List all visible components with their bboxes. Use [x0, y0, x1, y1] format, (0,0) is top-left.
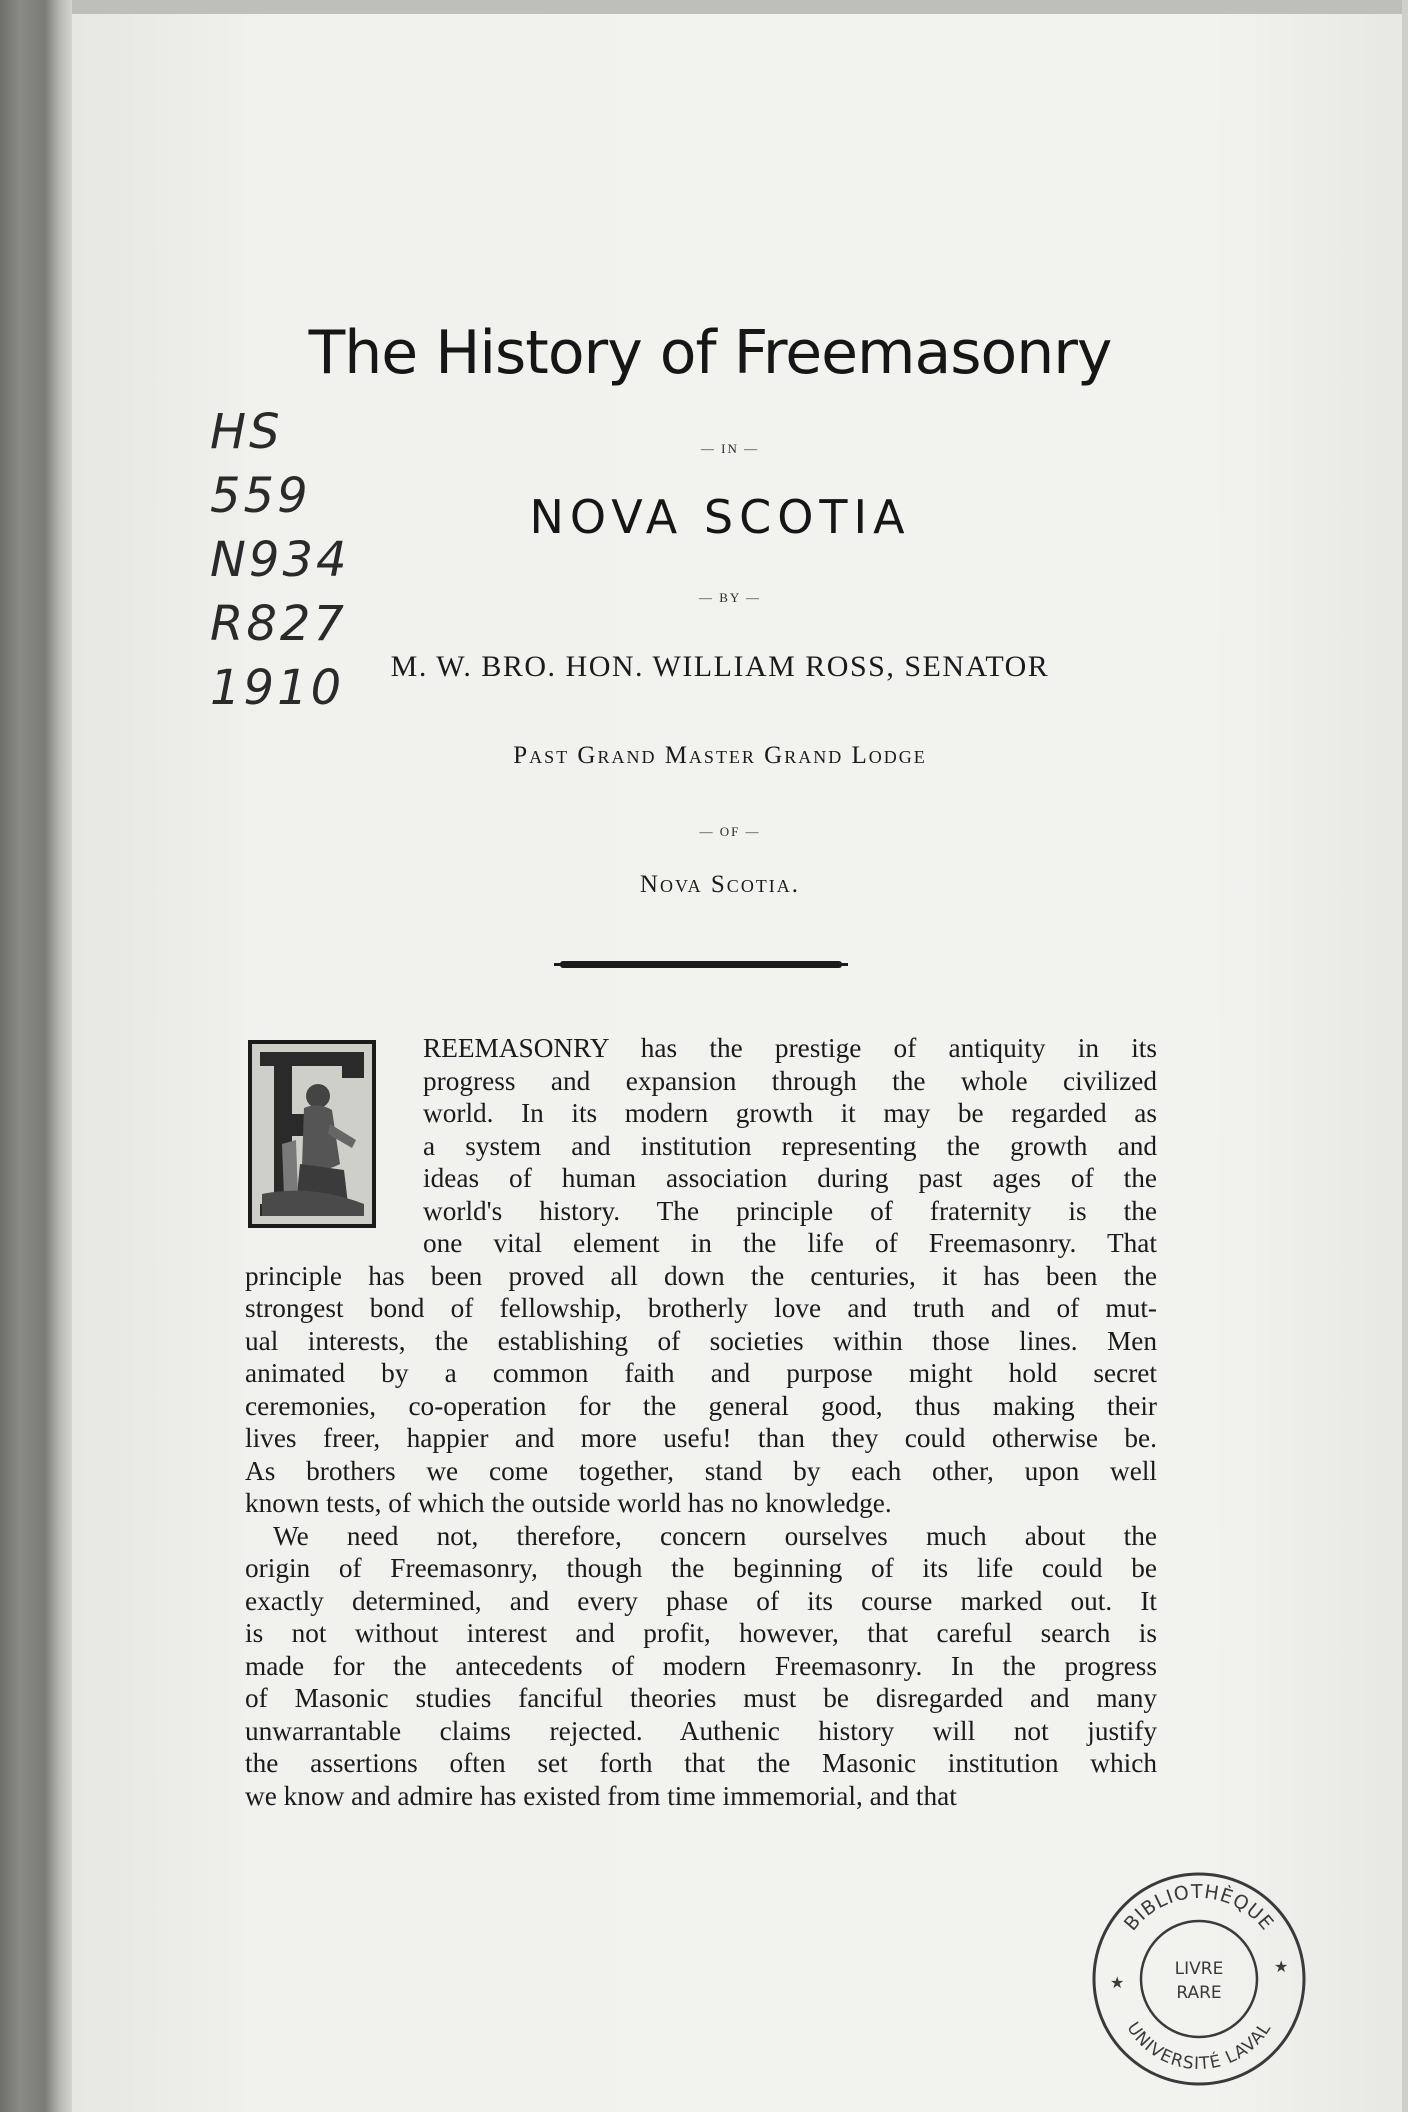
separator-of: — OF —	[699, 824, 761, 839]
body-line: the assertions often set forth that the Masonic institution which	[245, 1748, 1157, 1778]
body-line: strongest bond of fellowship, brotherly love and truth and of mut-	[245, 1293, 1157, 1323]
star-icon: ★	[1274, 1959, 1289, 1976]
page-top-edge	[72, 0, 1408, 14]
place-heading: NOVA SCOTIA	[529, 490, 911, 544]
author-position: Past Grand Master Grand Lodge	[513, 742, 927, 769]
body-line: As brothers we come together, stand by each other, upon well	[245, 1455, 1157, 1486]
body-line: unwarrantable claims rejected. Authenic history will not justify	[245, 1715, 1157, 1746]
separator-in: — IN —	[700, 441, 760, 456]
stamp-center-line-1: LIVRE	[1174, 1959, 1224, 1979]
body-line: a system and institution representing the growth and	[423, 1130, 1157, 1161]
body-line: one vital element in the life of Freemasonry. That	[423, 1228, 1157, 1258]
body-line: principle has been proved all down the centuries, it has been the	[245, 1260, 1157, 1291]
body-line: known tests, of which the outside world has no knowledge.	[245, 1488, 892, 1518]
separator-by: — BY —	[698, 590, 762, 605]
body-line: is not without interest and profit, however, that careful search is	[245, 1618, 1157, 1648]
stamp-center-line-2: RARE	[1176, 1983, 1222, 2003]
stamp-top-text: BIBLIOTHÈQUE	[1119, 1880, 1279, 1935]
stamp-bottom-text: UNIVERSITÉ LAVAL	[1122, 2018, 1276, 2075]
body-line: ideas of human association during past ages of the	[423, 1163, 1157, 1193]
call-number-line: R827	[210, 596, 347, 652]
body-line: ual interests, the establishing of societies within those lines. Men	[245, 1325, 1157, 1356]
body-line: ceremonies, co-operation for the general good, thus making their	[245, 1390, 1157, 1421]
body-line: lives freer, happier and more usefu! than they could otherwise be.	[245, 1423, 1157, 1453]
book-spine	[0, 0, 72, 2112]
body-line: REEMASONRY has the prestige of antiquity in its	[423, 1033, 1157, 1063]
body-text	[245, 1032, 1157, 1812]
call-number-line: 1910	[210, 660, 345, 716]
body-line: animated by a common faith and purpose might hold secret	[245, 1358, 1157, 1388]
body-line: progress and expansion through the whole civilized	[423, 1065, 1157, 1096]
body-line: world. In its modern growth it may be regarded as	[423, 1098, 1157, 1128]
call-number-line: HS	[210, 404, 283, 460]
page-right-edge	[1402, 0, 1408, 2112]
body-line: of Masonic studies fanciful theories must be disregarded and many	[245, 1683, 1157, 1713]
star-icon: ★	[1110, 1975, 1125, 1992]
body-line: made for the antecedents of modern Freemasonry. In the progress	[245, 1650, 1157, 1681]
library-stamp	[1088, 1868, 1310, 2090]
call-number-line: 559	[210, 468, 311, 524]
body-line: we know and admire has existed from time immemorial, and that	[245, 1780, 957, 1811]
body-line: world's history. The principle of fraternity is the	[423, 1195, 1157, 1226]
jurisdiction: Nova Scotia.	[639, 871, 801, 898]
author-line: M. W. BRO. HON. WILLIAM ROSS, SENATOR	[390, 650, 1050, 683]
ornamental-rule	[560, 961, 842, 968]
document-title: The History of Freemasonry	[308, 318, 1112, 388]
body-line: origin of Freemasonry, though the beginning of its life could be	[245, 1553, 1157, 1583]
call-number-line: N934	[210, 532, 350, 588]
call-number	[210, 400, 350, 720]
body-line: exactly determined, and every phase of its course marked out. It	[245, 1585, 1157, 1616]
body-line: We need not, therefore, concern ourselves much about the	[273, 1520, 1157, 1551]
